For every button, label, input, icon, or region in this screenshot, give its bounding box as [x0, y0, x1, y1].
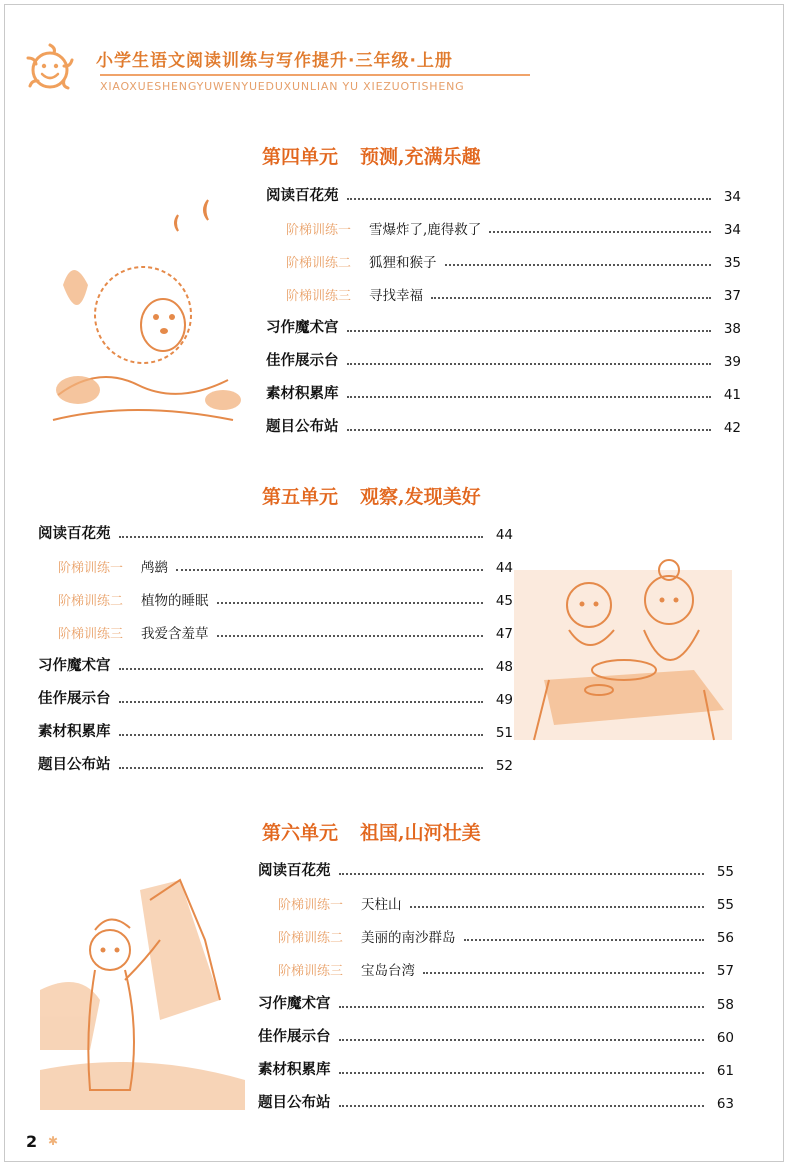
entry-tag: 阶梯训练一 [278, 898, 344, 913]
entry-page: 61 [716, 1063, 734, 1079]
page-header [14, 36, 534, 106]
entry-page: 38 [723, 321, 741, 337]
header-rule [100, 74, 530, 76]
unit-number: 第六单元 [262, 822, 339, 844]
entry-tag: 阶梯训练一 [286, 223, 352, 238]
entry-page: 34 [723, 189, 741, 205]
leader-dots [347, 396, 712, 398]
entry-page: 35 [723, 255, 741, 271]
entry-label: 美丽的南沙群岛 [361, 930, 456, 946]
leader-dots [347, 429, 712, 431]
toc-subentry[interactable] [58, 620, 513, 642]
toc-entry[interactable] [258, 991, 734, 1013]
entry-page: 58 [716, 997, 734, 1013]
leader-dots [119, 536, 484, 538]
entry-label: 习作魔术宫 [266, 320, 339, 336]
toc-subentry[interactable] [286, 249, 741, 271]
unit-number: 第四单元 [262, 146, 339, 168]
entry-label: 天柱山 [361, 897, 402, 913]
leader-dots [339, 873, 705, 875]
entry-page: 41 [723, 387, 741, 403]
entry-label: 题目公布站 [38, 757, 111, 773]
mountain-girl-illustration [40, 870, 245, 1110]
toc-entry[interactable] [258, 1057, 734, 1079]
unit-theme: 观察,发现美好 [360, 486, 481, 508]
entry-page: 44 [495, 560, 513, 576]
entry-label: 佳作展示台 [38, 691, 111, 707]
entry-label: 我爱含羞草 [141, 626, 209, 642]
entry-tag: 阶梯训练二 [58, 594, 124, 609]
entry-tag: 阶梯训练三 [286, 289, 352, 304]
toc-entry[interactable] [258, 1090, 734, 1112]
leader-dots [119, 734, 484, 736]
toc-entry[interactable] [266, 348, 741, 370]
entry-label: 宝岛台湾 [361, 963, 416, 979]
entry-page: 51 [495, 725, 513, 741]
page-number: 2 [26, 1132, 38, 1151]
entry-label: 阅读百花苑 [38, 526, 111, 542]
toc-subentry[interactable] [278, 924, 734, 946]
toc-subentry[interactable] [278, 957, 734, 979]
toc-entry[interactable] [38, 719, 513, 741]
entry-page: 60 [716, 1030, 734, 1046]
toc-entry[interactable] [266, 381, 741, 403]
entry-label: 狐狸和猴子 [369, 255, 437, 271]
entry-page: 63 [716, 1096, 734, 1112]
leader-dots [489, 231, 711, 233]
entry-page: 45 [495, 593, 513, 609]
leader-dots [339, 1105, 705, 1107]
entry-page: 55 [716, 897, 734, 913]
entry-page: 37 [723, 288, 741, 304]
entry-page: 49 [495, 692, 513, 708]
leader-dots [119, 701, 484, 703]
leader-dots [217, 635, 483, 637]
toc-subentry[interactable] [286, 282, 741, 304]
entry-label: 素材积累库 [258, 1062, 331, 1078]
entry-page: 39 [723, 354, 741, 370]
entry-label: 素材积累库 [38, 724, 111, 740]
leader-dots [339, 1006, 705, 1008]
entry-page: 56 [716, 930, 734, 946]
entry-label: 阅读百花苑 [258, 863, 331, 879]
entry-label: 植物的睡眠 [141, 593, 209, 609]
entry-label: 佳作展示台 [258, 1029, 331, 1045]
leader-dots [431, 297, 711, 299]
entry-label: 佳作展示台 [266, 353, 339, 369]
leader-dots [445, 264, 711, 266]
toc-entry[interactable] [266, 183, 741, 205]
toc-subentry[interactable] [58, 587, 513, 609]
star-icon: ✱ [48, 1134, 59, 1148]
children-dining-illustration [514, 530, 732, 755]
toc-entry[interactable] [38, 686, 513, 708]
toc-subentry[interactable] [286, 216, 741, 238]
toc-subentry[interactable] [278, 891, 734, 913]
leader-dots [410, 906, 704, 908]
toc-subentry[interactable] [58, 554, 513, 576]
leader-dots [423, 972, 704, 974]
leader-dots [176, 569, 483, 571]
entry-tag: 阶梯训练三 [58, 627, 124, 642]
entry-label: 寻找幸福 [369, 288, 424, 304]
hedgehog-illustration [38, 195, 253, 440]
entry-page: 44 [495, 527, 513, 543]
entry-label: 习作魔术宫 [38, 658, 111, 674]
entry-page: 52 [495, 758, 513, 774]
unit-theme: 祖国,山河壮美 [360, 822, 481, 844]
entry-page: 34 [723, 222, 741, 238]
leader-dots [347, 198, 712, 200]
entry-page: 55 [716, 864, 734, 880]
toc-entry[interactable] [266, 315, 741, 337]
entry-tag: 阶梯训练一 [58, 561, 124, 576]
entry-label: 题目公布站 [258, 1095, 331, 1111]
leader-dots [464, 939, 704, 941]
leader-dots [339, 1039, 705, 1041]
entry-label: 素材积累库 [266, 386, 339, 402]
leader-dots [119, 767, 484, 769]
unit-title-5 [262, 482, 481, 509]
entry-tag: 阶梯训练二 [278, 931, 344, 946]
entry-tag: 阶梯训练二 [286, 256, 352, 271]
entry-page: 48 [495, 659, 513, 675]
entry-label: 阅读百花苑 [266, 188, 339, 204]
toc-entry[interactable] [258, 858, 734, 880]
leader-dots [217, 602, 483, 604]
entry-page: 47 [495, 626, 513, 642]
entry-label: 题目公布站 [266, 419, 339, 435]
unit-theme: 预测,充满乐趣 [360, 146, 481, 168]
leader-dots [347, 363, 712, 365]
entry-page: 42 [723, 420, 741, 436]
toc-entry[interactable] [38, 752, 513, 774]
unit-number: 第五单元 [262, 486, 339, 508]
entry-label: 习作魔术宫 [258, 996, 331, 1012]
entry-label: 鸬鹚 [141, 560, 169, 576]
leader-dots [347, 330, 712, 332]
entry-label: 雪爆炸了,鹿得救了 [369, 222, 482, 238]
unit-title-6 [262, 818, 481, 845]
leader-dots [339, 1072, 705, 1074]
entry-tag: 阶梯训练三 [278, 964, 344, 979]
toc-entry[interactable] [38, 653, 513, 675]
book-title-pinyin: XIAOXUESHENGYUWENYUEDUXUNLIAN YU XIEZUOTISHENG [100, 80, 465, 93]
smiley-sun-logo [20, 40, 80, 100]
toc-entry[interactable] [38, 521, 513, 543]
leader-dots [119, 668, 484, 670]
toc-entry[interactable] [266, 414, 741, 436]
toc-entry[interactable] [258, 1024, 734, 1046]
unit-title-4 [262, 142, 481, 169]
book-title: 小学生语文阅读训练与写作提升·三年级·上册 [96, 51, 453, 71]
entry-page: 57 [716, 963, 734, 979]
